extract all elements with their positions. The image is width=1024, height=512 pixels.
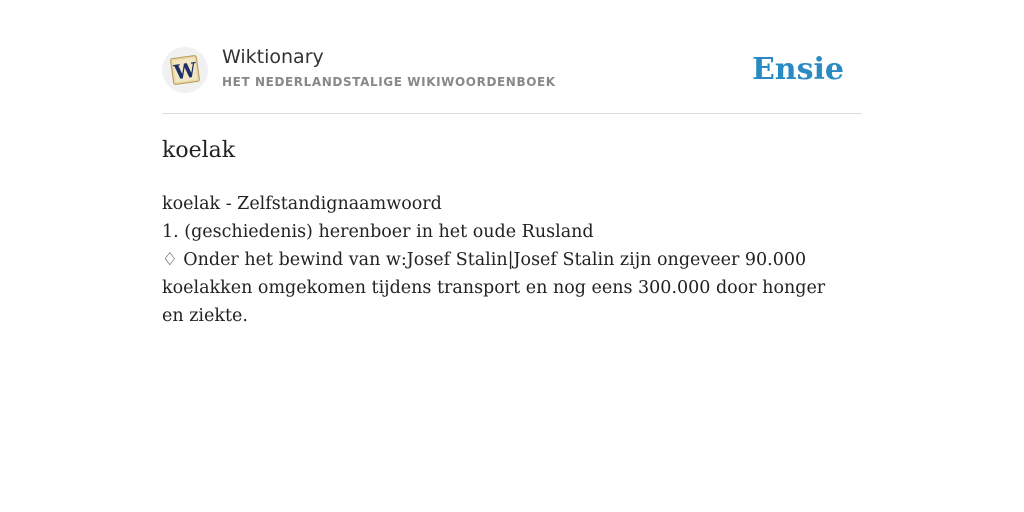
ensie-brand-link[interactable]: Ensie bbox=[751, 52, 844, 87]
entry-definition: 1. (geschiedenis) herenboer in het oude Rusland bbox=[162, 222, 594, 242]
page-container bbox=[162, 0, 862, 326]
entry-heading: koelak - Zelfstandignaamwoord bbox=[162, 194, 442, 214]
entry-example: ♢ Onder het bewind van w:Josef Stalin|Josef Stalin zijn ongeveer 90.000 koelakken omgekomen tijdens transport en nog eens 300.000 door honger en ziekte. bbox=[162, 250, 826, 326]
entry-content bbox=[162, 190, 842, 330]
site-tagline: HET NEDERLANDSTALIGE WIKIWOORDENBOEK bbox=[222, 75, 556, 89]
logo-letter: W bbox=[172, 57, 198, 85]
logo-tile bbox=[167, 52, 203, 88]
site-header bbox=[162, 0, 862, 114]
page-title: koelak bbox=[162, 138, 236, 163]
site-name[interactable]: Wiktionary bbox=[222, 46, 324, 68]
wiktionary-logo-icon[interactable] bbox=[162, 47, 208, 93]
